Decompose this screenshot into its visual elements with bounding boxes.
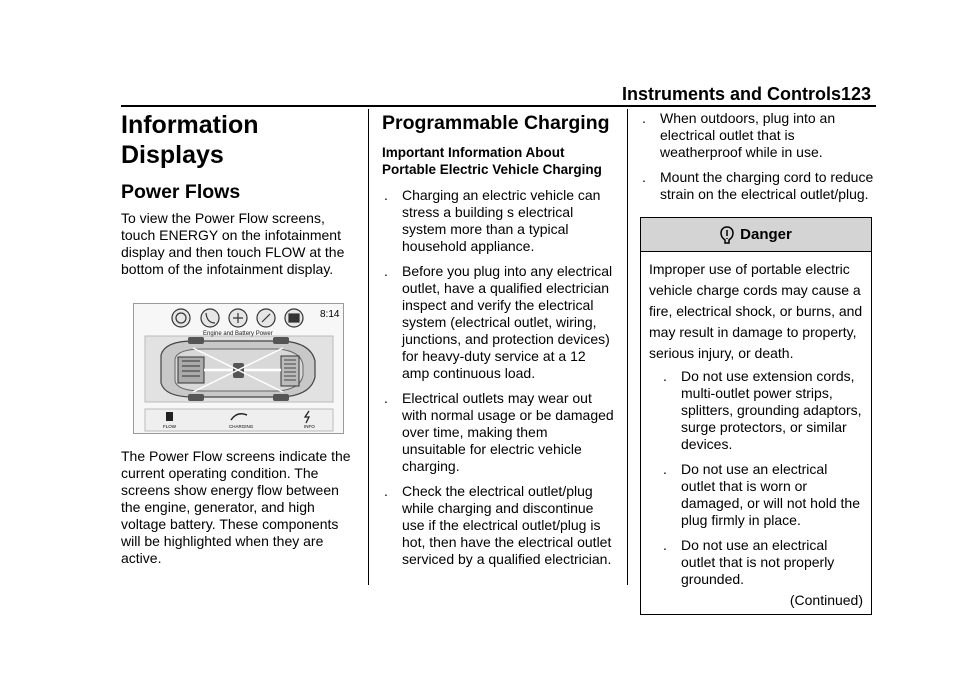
running-header-title: Instruments and Controls — [622, 84, 842, 104]
bullet-text: Before you plug into any electrical outlet, have a qualified electrician inspect and verify the electrical system (electrical outlet, wiring, junctions, and protection devices) for heavy-duty service at a 12 amp continuous load. — [402, 263, 613, 381]
bullet-marker: . — [663, 461, 667, 477]
bullet-marker: . — [642, 169, 646, 185]
danger-bullet-item — [649, 461, 863, 529]
bullet-marker: . — [384, 187, 388, 203]
power-flows-description: The Power Flow screens indicate the current operating condition. The screens show energy flow between the engine, generator, and high voltage battery. These components will be highlighted when they are active. — [121, 448, 351, 566]
section-title-power-flows: Power Flows — [121, 181, 241, 203]
bullet-text: Charging an electric vehicle can stress a building s electrical system more than a typical household appliance. — [402, 187, 601, 254]
danger-bullet-item — [649, 368, 863, 453]
column-divider-2 — [627, 109, 628, 585]
power-flows-intro: To view the Power Flow screens, touch ENERGY on the infotainment display and then touch FLOW at the bottom of the infotainment display. — [121, 210, 345, 277]
screen-caption: Engine and Battery Power — [203, 331, 273, 337]
bullet-marker: . — [384, 390, 388, 406]
bullet-text: When outdoors, plug into an electrical outlet that is weatherproof while in use. — [660, 110, 836, 160]
bullet-marker: . — [384, 483, 388, 499]
danger-header — [641, 218, 871, 252]
tab-flow: FLOW — [163, 424, 176, 429]
power-flow-screen-figure — [133, 303, 344, 434]
tab-info: INFO — [304, 424, 315, 429]
chapter-title: Information Displays — [121, 111, 259, 169]
column-3 — [640, 109, 875, 615]
screen-time: 8:14 — [320, 309, 340, 320]
column-divider-1 — [368, 109, 369, 585]
header-rule — [121, 105, 876, 107]
danger-intro: Improper use of portable electric vehicle charge cords may cause a fire, electrical shock, or burns, and may result in damage to property, serious injury, or death. — [649, 261, 863, 361]
bullet-item — [382, 390, 614, 475]
bullet-marker: . — [663, 537, 667, 553]
column-2 — [382, 109, 614, 568]
bullet-item — [640, 169, 875, 203]
page-number: 123 — [841, 84, 872, 104]
section-title-programmable-charging: Programmable Charging — [382, 112, 610, 134]
bullet-text: Electrical outlets may wear out with normal usage or be damaged over time, making them unsuitable for electric vehicle charging. — [402, 390, 614, 474]
danger-title: Danger — [740, 226, 792, 243]
bullet-marker: . — [384, 263, 388, 279]
bullet-marker: . — [663, 368, 667, 384]
bullet-item — [382, 187, 614, 255]
bullet-item — [382, 263, 614, 382]
bullet-marker: . — [642, 110, 646, 126]
bullet-text: Do not use extension cords, multi-outlet power strips, splitters, grounding adaptors, surge protectors, or similar devices. — [681, 368, 862, 452]
bullet-text: Mount the charging cord to reduce strain on the electrical outlet/plug. — [660, 169, 874, 202]
bullet-item — [640, 110, 875, 161]
bullet-item — [382, 483, 614, 568]
bullet-text: Check the electrical outlet/plug while charging and discontinue use if the electrical outlet/plug is hot, then have the electrical outlet serviced by a qualified electrician. — [402, 483, 612, 567]
column-1 — [121, 109, 353, 567]
power-flow-screen-illustration — [133, 303, 344, 434]
danger-box — [640, 217, 872, 615]
danger-body — [641, 252, 871, 614]
warning-icon — [720, 226, 734, 244]
charging-bullet-list — [382, 187, 614, 568]
bullet-text: Do not use an electrical outlet that is worn or damaged, or will not hold the plug firmly in place. — [681, 461, 860, 528]
bullet-text: Do not use an electrical outlet that is not properly grounded. — [681, 537, 835, 587]
tab-charging: CHARGING — [229, 424, 254, 429]
continued-label: (Continued) — [789, 592, 863, 608]
danger-bullet-item — [649, 537, 863, 588]
subheading-important-information: Important Information About Portable Electric Vehicle Charging — [382, 145, 602, 177]
